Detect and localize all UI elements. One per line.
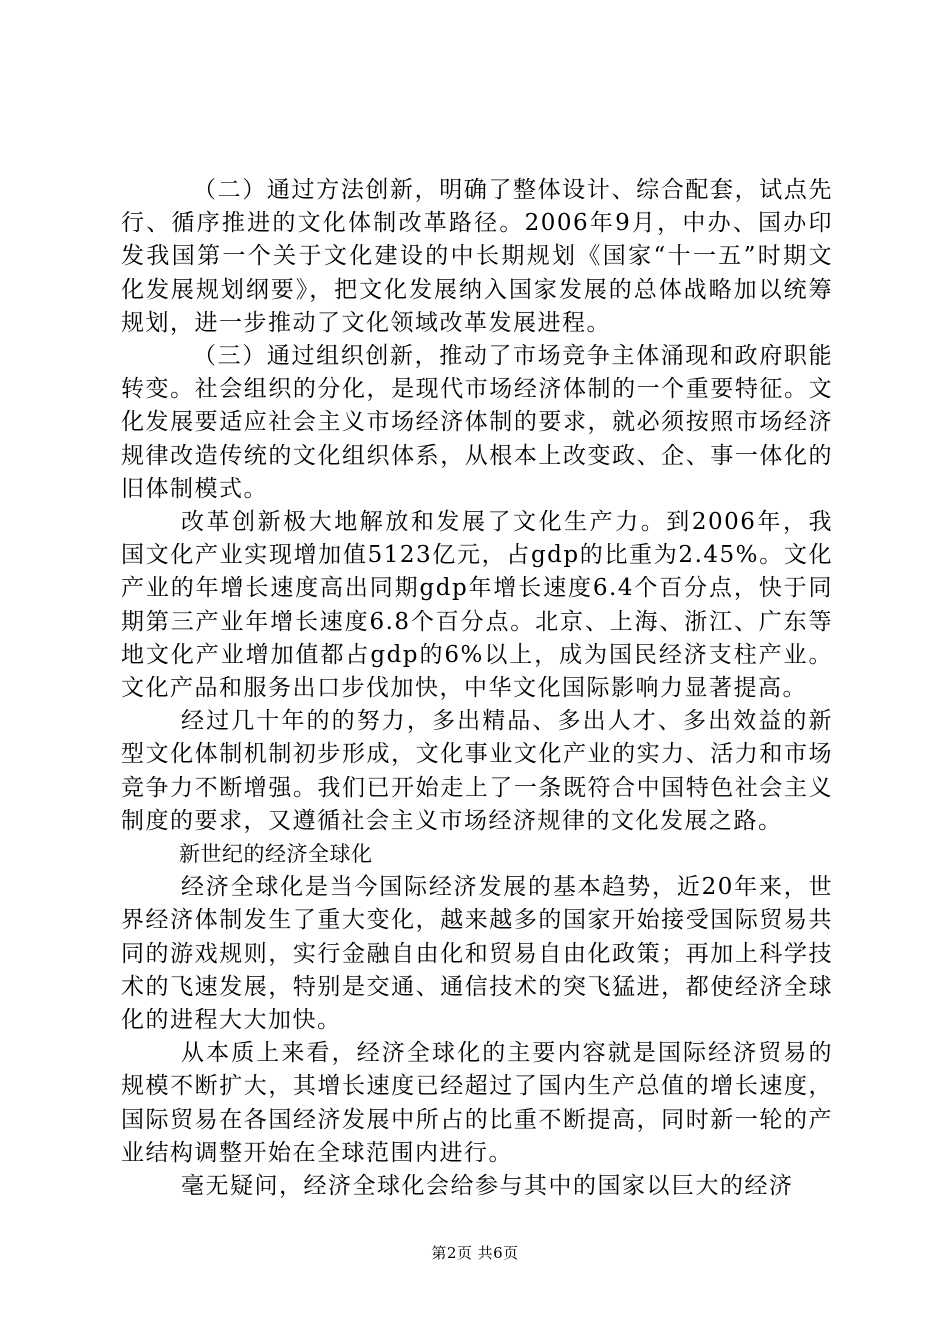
- paragraph-globalization-essence: 从本质上来看，经济全球化的主要内容就是国际经济贸易的规模不断扩大，其增长速度已经超过了国内生产总值的增长速度，国际贸易在各国经济发展中所占的比重不断提高，同时新一轮的产业结构调整开始在全球范围内进行。: [121, 1040, 833, 1166]
- paragraph-productivity: 改革创新极大地解放和发展了文化生产力。到2006年，我国文化产业实现增加值5123亿元，占gdp的比重为2.45%。文化产业的年增长速度高出同期gdp年增长速度6.4个百分点，快于同期第三产业年增长速度6.8个百分点。北京、上海、浙江、广东等地文化产业增加值都占gdp的6%以上，成为国民经济支柱产业。文化产品和服务出口步伐加快，中华文化国际影响力显著提高。: [121, 509, 833, 702]
- paragraph-decades-effort: 经过几十年的的努力，多出精品、多出人才、多出效益的新型文化体制机制初步形成，文化事业文化产业的实力、活力和市场竞争力不断增强。我们已开始走上了一条既符合中国特色社会主义制度的要求，又遵循社会主义市场经济规律的文化发展之路。: [121, 708, 833, 834]
- paragraph-method-innovation: （二）通过方法创新，明确了整体设计、综合配套，试点先行、循序推进的文化体制改革路径。2006年9月，中办、国办印发我国第一个关于文化建设的中长期规划《国家“十一五”时期文化发展规划纲要》，把文化发展纳入国家发展的总体战略加以统筹规划，进一步推动了文化领域改革发展进程。: [121, 177, 833, 336]
- paragraph-globalization-benefits: 毫无疑问，经济全球化会给参与其中的国家以巨大的经济: [181, 1173, 794, 1200]
- paragraph-organization-innovation: （三）通过组织创新，推动了市场竞争主体涌现和政府职能转变。社会组织的分化，是现代市场经济体制的一个重要特征。文化发展要适应社会主义市场经济体制的要求，就必须按照市场经济规律改造传统的文化组织体系，从根本上改变政、企、事一体化的旧体制模式。: [121, 343, 833, 502]
- document-body: [121, 174, 833, 1203]
- page-footer: 第2页 共6页: [431, 1244, 519, 1262]
- paragraph-globalization-trend: 经济全球化是当今国际经济发展的基本趋势，近20年来，世界经济体制发生了重大变化，越来越多的国家开始接受国际贸易共同的游戏规则，实行金融自由化和贸易自由化政策；再加上科学技术的飞速发展，特别是交通、通信技术的突飞猛进，都使经济全球化的进程大大加快。: [121, 874, 833, 1034]
- section-heading: 新世纪的经济全球化: [179, 842, 373, 867]
